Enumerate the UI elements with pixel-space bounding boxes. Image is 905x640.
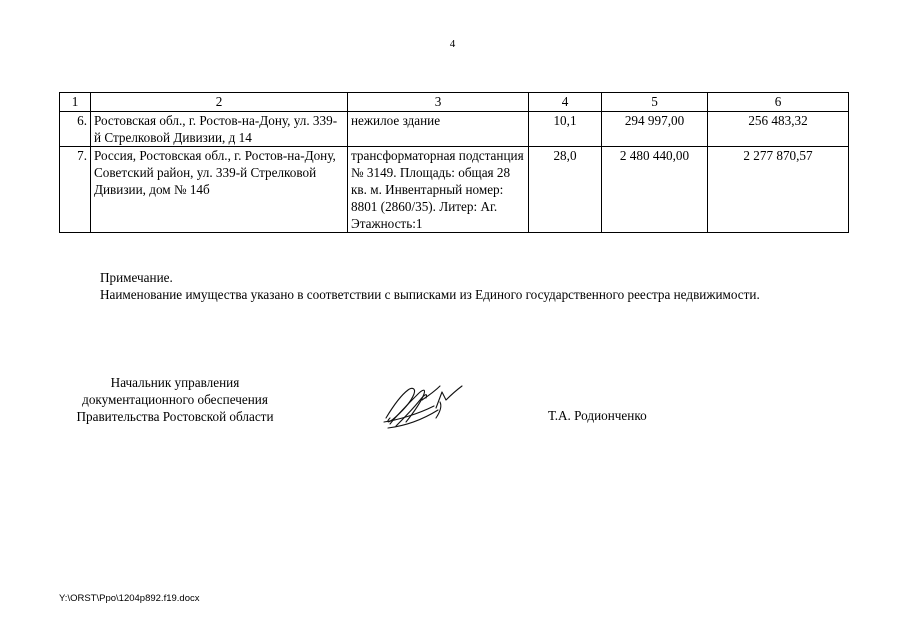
signature-icon bbox=[378, 378, 468, 434]
property-value-b: 256 483,32 bbox=[708, 112, 849, 147]
property-description: нежилое здание bbox=[348, 112, 529, 147]
signer-title-line: Правительства Ростовской области bbox=[76, 409, 274, 424]
property-address: Ростовская обл., г. Ростов-на-Дону, ул. 339-й Стрелковой Дивизии, д 14 bbox=[91, 112, 348, 147]
row-number: 7. bbox=[60, 147, 91, 233]
property-address: Россия, Ростовская обл., г. Ростов-на-Дону, Советский район, ул. 339-й Стрелковой Дивизии, дом № 14б bbox=[91, 147, 348, 233]
property-area: 28,0 bbox=[529, 147, 602, 233]
property-value-b: 2 277 870,57 bbox=[708, 147, 849, 233]
signer-title-line: Начальник управления bbox=[110, 375, 240, 390]
property-description: трансформаторная подстанция № 3149. Площадь: общая 28 кв. м. Инвентарный номер: 8801 (2860/35). Литер: Аг. Этажность:1 bbox=[348, 147, 529, 233]
column-header: 6 bbox=[708, 93, 849, 112]
column-header: 5 bbox=[602, 93, 708, 112]
property-value-a: 294 997,00 bbox=[602, 112, 708, 147]
note-title: Примечание. bbox=[100, 270, 173, 285]
signer-title bbox=[40, 374, 310, 425]
column-header: 1 bbox=[60, 93, 91, 112]
note-text: Наименование имущества указано в соответствии с выписками из Единого государственного реестра недвижимости. bbox=[100, 287, 760, 302]
table-header-row bbox=[60, 93, 849, 112]
row-number: 6. bbox=[60, 112, 91, 147]
signer-title-line: документационного обеспечения bbox=[82, 392, 268, 407]
table-row bbox=[60, 112, 849, 147]
property-value-a: 2 480 440,00 bbox=[602, 147, 708, 233]
page-number: 4 bbox=[449, 38, 456, 50]
signer-name: Т.А. Родионченко bbox=[548, 408, 647, 423]
table-row bbox=[60, 147, 849, 233]
column-header: 2 bbox=[91, 93, 348, 112]
column-header: 3 bbox=[348, 93, 529, 112]
column-header: 4 bbox=[529, 93, 602, 112]
file-path: Y:\ORST\Ppo\1204p892.f19.docx bbox=[59, 593, 200, 604]
property-table bbox=[59, 92, 849, 233]
property-area: 10,1 bbox=[529, 112, 602, 147]
